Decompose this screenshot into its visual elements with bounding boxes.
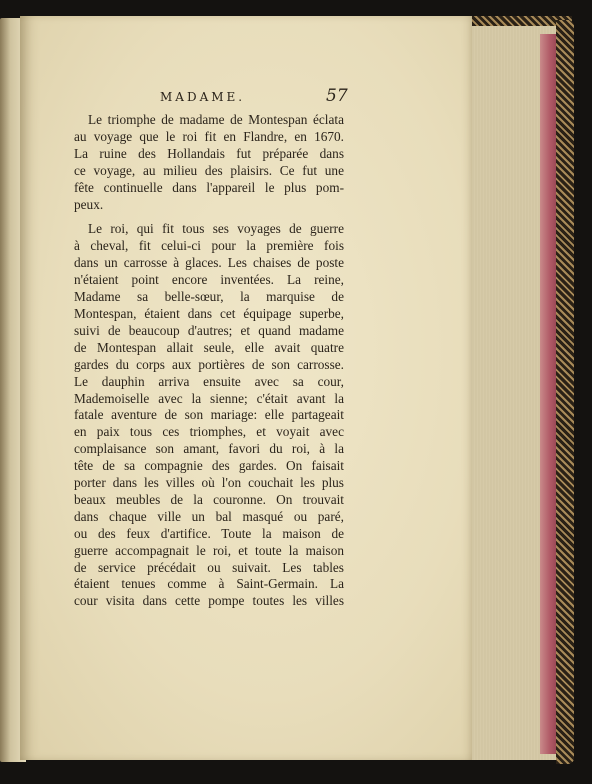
text-line: fête continuelle dans l'appareil le plus pom- — [74, 179, 344, 195]
text-line: au voyage que le roi fit en Flandre, en 1670. — [74, 128, 344, 144]
text-line: complaisance son amant, favori du roi, à la — [74, 441, 344, 457]
text-line: peux. — [74, 196, 104, 212]
text-line: en paix tous ces triomphes, et voyait avec — [74, 424, 344, 440]
text-line: dans un carrosse à glaces. Les chaises de poste — [74, 255, 344, 271]
text-line: suivi de beaucoup d'autres; et quand madame — [74, 322, 344, 338]
paragraph — [74, 221, 344, 610]
text-line: gardes du corps aux portières de son carrosse. — [74, 356, 344, 372]
text-line: beaux meubles de la couronne. On trouvait — [74, 491, 344, 507]
body-text — [74, 112, 344, 610]
text-line: porter dans les villes où l'on couchait les plus — [74, 475, 344, 491]
text-line: n'étaient point encore inventées. La reine, — [74, 272, 344, 288]
text-line: à cheval, fit celui-ci pour la première fois — [74, 238, 344, 254]
text-line: La ruine des Hollandais fut préparée dans — [74, 145, 344, 161]
page-number: 57 — [326, 86, 348, 106]
text-line: tête de sa compagnie des gardes. On faisait — [74, 458, 344, 474]
text-line: étaient tenues comme à Saint-Germain. La — [74, 576, 344, 592]
text-line: Le roi, qui fit tous ses voyages de guerre — [88, 221, 344, 237]
text-line: de Montespan allait seule, elle avait quatre — [74, 339, 344, 355]
text-line: Mademoiselle avec la sienne; c'était avant la — [74, 390, 344, 406]
text-line: Le dauphin arriva ensuite avec sa cour, — [74, 373, 344, 389]
cover-side-edge — [556, 20, 574, 764]
text-line: guerre accompagnait le roi, et toute la maison — [74, 542, 344, 558]
paragraph — [74, 112, 344, 213]
text-line: Le triomphe de madame de Montespan éclata — [88, 112, 344, 127]
text-line: Madame sa belle-sœur, la marquise de — [74, 289, 344, 305]
text-line: de service précédait ou suivait. Les tables — [74, 559, 344, 575]
text-line: Montespan, étaient dans cet équipage superbe, — [74, 305, 344, 321]
text-line: fatale aventure de son mariage: elle partageait — [74, 407, 344, 423]
text-line: dans chaque ville un bal masqué ou paré, — [74, 508, 344, 524]
text-line: ce voyage, au milieu des plaisirs. Ce fut une — [74, 162, 344, 178]
running-header: MADAME. — [160, 90, 246, 104]
text-line: ou des feux d'artifice. Toute la maison de — [74, 525, 344, 541]
text-line: cour visita dans cette pompe toutes les villes — [74, 593, 344, 609]
